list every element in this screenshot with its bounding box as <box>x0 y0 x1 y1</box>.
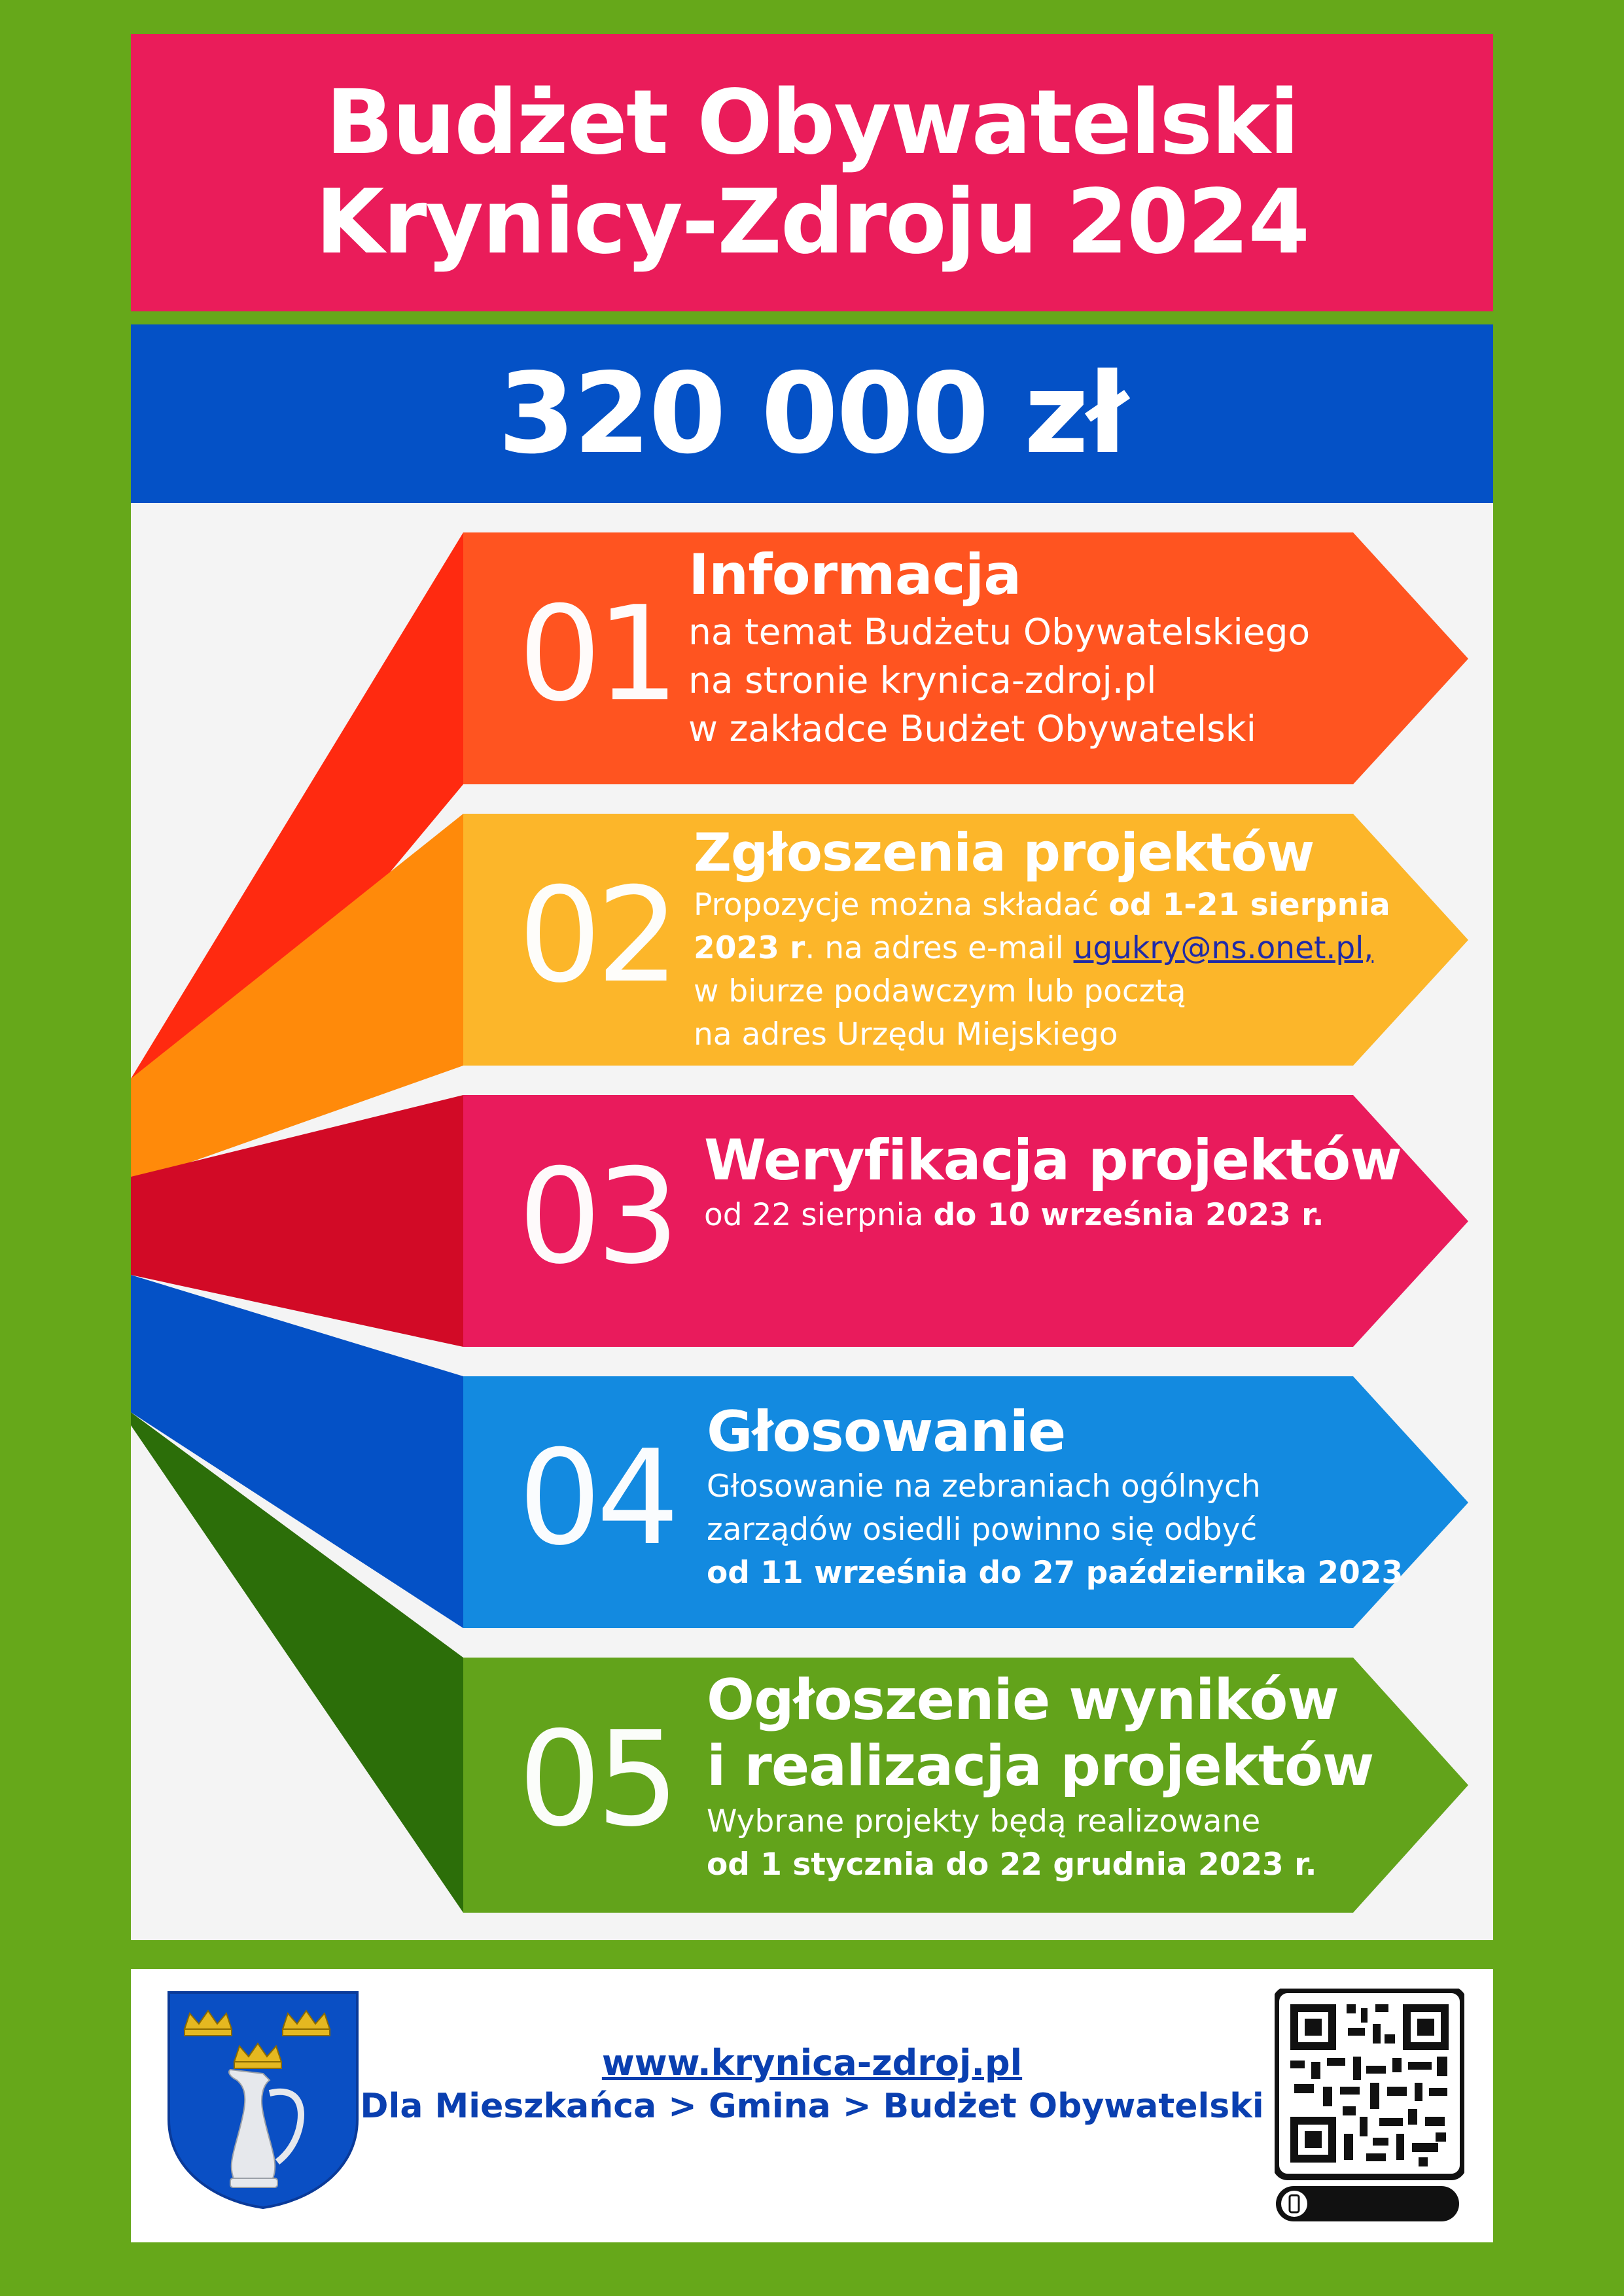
step-2-text <box>694 822 1390 1056</box>
step-1-text <box>688 542 1310 754</box>
step-5-title-line-1: Ogłoszenie wyników <box>707 1667 1339 1733</box>
poster-title <box>131 34 1493 311</box>
step-1-line-3: w zakładce Budżet Obywatelski <box>688 707 1256 750</box>
step-3-dates: do 10 września 2023 r. <box>933 1197 1324 1234</box>
step-5-number: 05 <box>518 1703 675 1856</box>
steps-panel <box>131 503 1493 1940</box>
step-2-line-1-text: Propozycje można składać <box>694 887 1109 924</box>
step-1-number: 01 <box>518 578 675 731</box>
budget-amount-banner <box>131 324 1493 503</box>
step-2-number: 02 <box>518 860 675 1012</box>
step-3-text <box>704 1128 1402 1237</box>
step-1-line-2: na stronie krynica-zdroj.pl <box>688 659 1157 702</box>
step-4-text <box>707 1399 1403 1595</box>
step-3-number: 03 <box>518 1141 675 1293</box>
step-2-dates: od 1-21 sierpnia <box>1108 887 1390 924</box>
title-line-1: Budżet Obywatelski <box>325 71 1299 175</box>
step-3-title: Weryfikacja projektów <box>704 1128 1402 1193</box>
step-4-line-2: zarządów osiedli powinno się odbyć <box>707 1512 1258 1548</box>
step-4-number: 04 <box>518 1422 675 1574</box>
website-link[interactable]: www.krynica-zdroj.pl <box>601 2042 1023 2083</box>
budget-amount: 320 000 zł <box>497 349 1127 479</box>
step-1-title: Informacja <box>688 542 1021 608</box>
step-5-line-1: Wybrane projekty będą realizowane <box>707 1803 1261 1839</box>
title-line-2: Krynicy-Zdroju 2024 <box>315 171 1309 274</box>
step-2-line-2-text: . na adres e-mail <box>805 930 1074 967</box>
step-3-line-1-text: od 22 sierpnia <box>704 1197 934 1234</box>
step-4-line-3: od 11 września do 27 października 2023 <box>707 1555 1403 1592</box>
step-5-line-2: od 1 stycznia do 22 grudnia 2023 r. <box>707 1846 1317 1883</box>
step-2-year: 2023 r <box>694 930 805 967</box>
footer <box>131 1969 1493 2242</box>
step-4-line-1: Głosowanie na zebraniach ogólnych <box>707 1469 1261 1505</box>
step-2-line-3: w biurze podawczym lub pocztą <box>694 973 1186 1009</box>
step-2-line-4: na adres Urzędu Miejskiego <box>694 1016 1118 1052</box>
qr-code-icon <box>1275 1989 1464 2224</box>
step-5-title-line-2: i realizacja projektów <box>707 1733 1374 1800</box>
step-2-line-2 <box>694 927 1390 970</box>
email-link[interactable]: ugukry@ns.onet.pl, <box>1073 930 1374 967</box>
step-5-text <box>707 1667 1373 1887</box>
step-3-line-1 <box>704 1194 1402 1237</box>
step-4-title: Głosowanie <box>707 1399 1066 1465</box>
navigation-path: Dla Mieszkańca > Gmina > Budżet Obywatelski <box>360 2087 1264 2126</box>
step-2-line-1 <box>694 884 1390 927</box>
step-2-title: Zgłoszenia projektów <box>694 822 1315 883</box>
step-1-line-1: na temat Budżetu Obywatelskiego <box>688 611 1311 653</box>
